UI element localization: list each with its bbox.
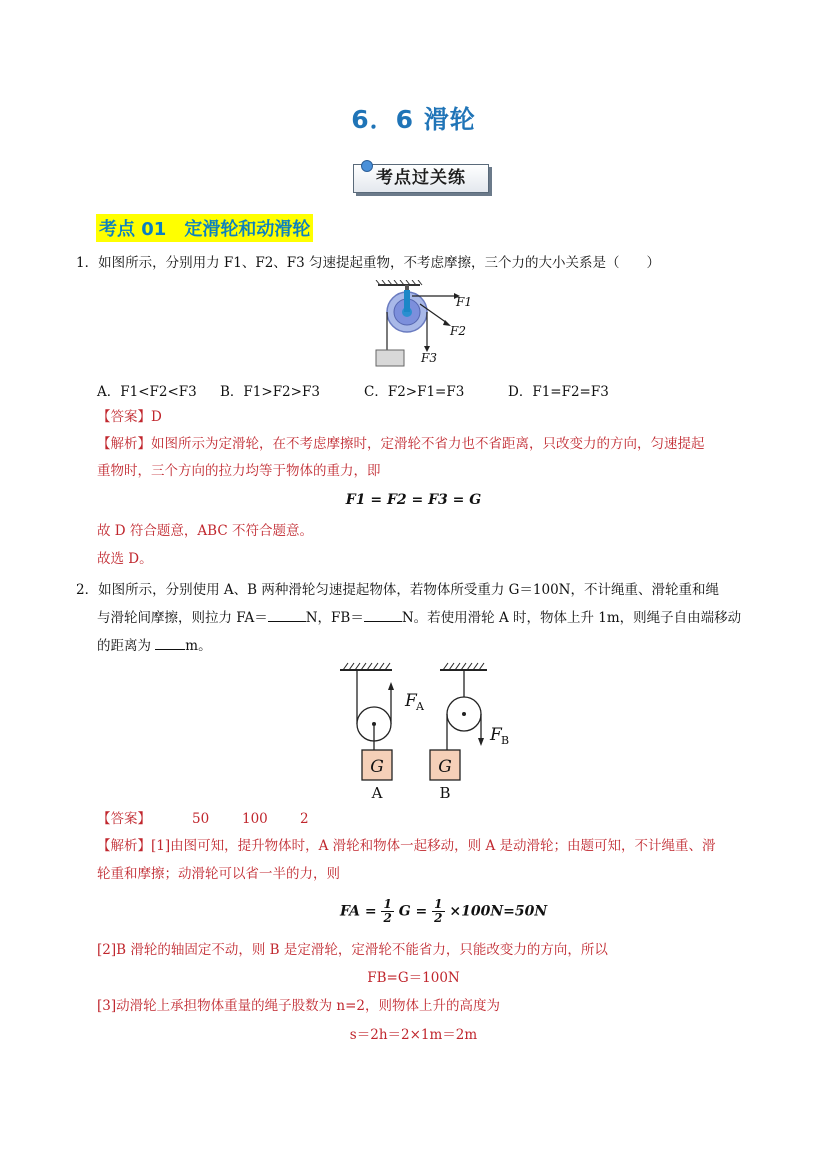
q2-label-fb: F xyxy=(490,725,502,745)
q2-stem-2a: 与滑轮间摩擦，则拉力 FA＝ xyxy=(97,610,268,626)
q2-stem-line1: 2．如图所示，分别使用 A、B 两种滑轮匀速提起物体，若物体所受重力 G＝100N，不计绳重、滑轮重和绳 xyxy=(76,582,719,598)
q2-eq1-frac-b-num: 1 xyxy=(434,897,443,911)
badge-dot-icon xyxy=(361,160,373,172)
q2-blank-distance xyxy=(155,635,185,650)
q2-analysis-line2: 轮重和摩擦；动滑轮可以省一半的力，则 xyxy=(97,866,340,882)
q1-option-b: B．F1>F2>F3 xyxy=(220,384,320,400)
q2-stem-line2 xyxy=(97,607,741,628)
q2-analysis-line1: 【解析】[1]由图可知，提升物体时，A 滑轮和物体一起移动，则 A 是动滑轮；由题可知，不计绳重、滑 xyxy=(97,838,716,854)
q2-equation-1 xyxy=(340,898,547,925)
section-badge xyxy=(353,160,491,193)
q2-eq1-frac-b xyxy=(432,898,444,925)
q2-label-g2: G xyxy=(438,757,452,777)
q2-stem-3a: 的距离为 xyxy=(97,638,156,654)
q1-conclusion-1: 故 D 符合题意，ABC 不符合题意。 xyxy=(97,523,313,539)
q2-label-a: A xyxy=(371,784,383,802)
q1-pulley-figure xyxy=(370,280,480,370)
q1-label-f1: F1 xyxy=(456,295,472,309)
q2-analysis-line3: [2]B 滑轮的轴固定不动，则 B 是定滑轮，定滑轮不能省力，只能改变力的方向，所以 xyxy=(97,942,608,958)
q2-blank-fb xyxy=(364,607,402,622)
q2-eq1-mid: G = xyxy=(398,903,428,920)
q1-equation: F1 = F2 = F3 = G xyxy=(345,492,482,508)
q2-stem-3b: m。 xyxy=(185,638,212,654)
q2-stem-2b: N，FB＝ xyxy=(305,610,364,626)
q1-option-a: A．F1<F2<F3 xyxy=(97,384,197,400)
q2-eq1-right: ×100N=50N xyxy=(449,903,548,920)
q2-label-g1: G xyxy=(370,757,384,777)
q1-option-d: D．F1=F2=F3 xyxy=(508,384,609,400)
q1-answer: 【答案】D xyxy=(97,409,162,425)
q2-eq1-frac-b-den: 2 xyxy=(434,911,443,925)
q2-equation-2: FB=G＝100N xyxy=(367,970,460,986)
q2-stem-2c: N。若使用滑轮 A 时，物体上升 1m，则绳子自由端移动 xyxy=(401,610,742,626)
q2-blank-fa xyxy=(268,607,306,622)
section-heading: 考点 01 定滑轮和动滑轮 xyxy=(96,214,313,242)
q1-option-c: C．F2>F1=F3 xyxy=(364,384,465,400)
q2-label-fa-sub: A xyxy=(416,700,424,713)
q2-label-b: B xyxy=(439,784,451,802)
q2-label-fa: F xyxy=(405,691,417,711)
q2-answer-3: 2 xyxy=(300,811,309,827)
q2-stem-line3 xyxy=(97,635,212,656)
q2-answer-label: 【答案】 xyxy=(97,811,151,827)
q1-analysis-line1: 【解析】如图所示为定滑轮，在不考虑摩擦时，定滑轮不省力也不省距离，只改变力的方向，匀速提起 xyxy=(97,436,705,452)
q2-equation-3: s＝2h＝2×1m＝2m xyxy=(349,1027,478,1043)
q1-analysis-line2: 重物时，三个方向的拉力均等于物体的重力，即 xyxy=(97,463,381,479)
q2-eq1-frac-a-num: 1 xyxy=(383,897,392,911)
q1-label-f3: F3 xyxy=(421,351,437,365)
badge-label: 考点过关练 xyxy=(353,164,489,193)
q2-label-fb-sub: B xyxy=(501,734,510,747)
q2-analysis-line4: [3]动滑轮上承担物体重量的绳子股数为 n=2，则物体上升的高度为 xyxy=(97,998,501,1014)
q2-eq1-left: FA = xyxy=(340,903,377,920)
q1-label-f2: F2 xyxy=(450,324,466,338)
q1-conclusion-2: 故选 D。 xyxy=(97,551,153,567)
q2-answer-2: 100 xyxy=(242,811,268,827)
page-title: 6．6 滑轮 xyxy=(351,105,476,134)
q2-answer-1: 50 xyxy=(192,811,210,827)
q2-eq1-frac-a-den: 2 xyxy=(383,911,392,925)
q1-stem: 1．如图所示，分别用力 F1、F2、F3 匀速提起重物，不考虑摩擦，三个力的大小关系是（ ） xyxy=(76,255,661,271)
q2-pulley-figure xyxy=(335,660,525,802)
q2-eq1-frac-a xyxy=(381,898,393,925)
